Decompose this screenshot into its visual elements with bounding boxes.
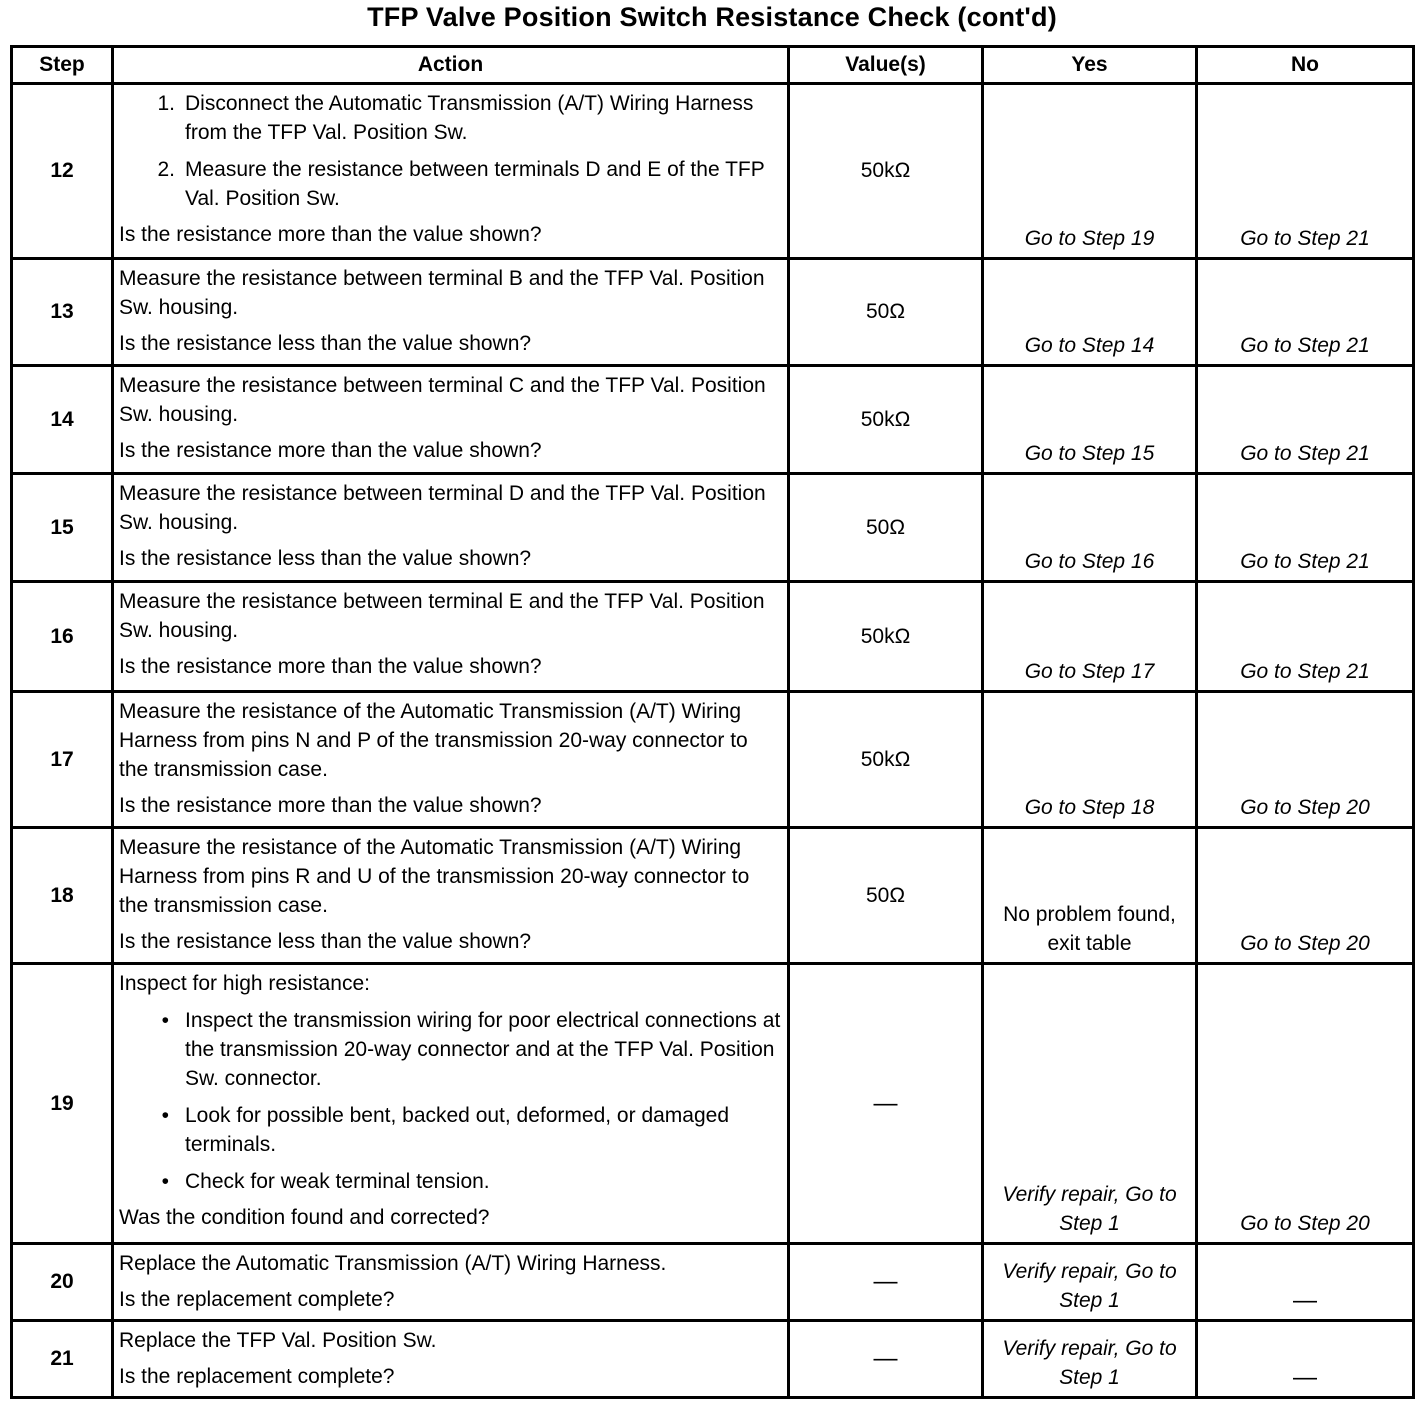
value-cell: 50kΩ	[789, 692, 983, 828]
no-cell: Go to Step 21	[1197, 582, 1414, 692]
no-cell: Go to Step 21	[1197, 366, 1414, 474]
value-cell: 50kΩ	[789, 84, 983, 259]
no-cell: Go to Step 20	[1197, 964, 1414, 1244]
yes-cell: Go to Step 15	[983, 366, 1197, 474]
question-text: Is the resistance more than the value shown?	[119, 223, 542, 246]
yes-cell: Go to Step 17	[983, 582, 1197, 692]
header-step: Step	[12, 47, 113, 84]
table-row	[12, 474, 1414, 582]
page-title: TFP Valve Position Switch Resistance Check (cont'd)	[367, 2, 1057, 32]
step-number: 16	[12, 582, 113, 692]
step-number: 17	[12, 692, 113, 828]
table-row	[12, 692, 1414, 828]
value-cell: 50kΩ	[789, 582, 983, 692]
yes-cell: Go to Step 19	[983, 84, 1197, 259]
action-cell	[113, 692, 789, 828]
bullet-text: Inspect the transmission wiring for poor electrical connections at the transmission 20-way connector and at the TFP Val. Position Sw. connector.	[185, 1009, 781, 1090]
action-text: Replace the TFP Val. Position Sw.	[119, 1329, 437, 1352]
bullet-icon: •	[161, 1009, 169, 1032]
bullet-text: Look for possible bent, backed out, deformed, or damaged terminals.	[185, 1104, 730, 1156]
yes-cell: Go to Step 14	[983, 259, 1197, 366]
yes-cell: Verify repair, Go to Step 1	[983, 1244, 1197, 1321]
question-text: Is the resistance more than the value shown?	[119, 439, 542, 462]
step-number: 20	[12, 1244, 113, 1321]
question-text: Is the resistance less than the value shown?	[119, 547, 532, 570]
step-number: 18	[12, 828, 113, 964]
bullet-icon: •	[161, 1104, 169, 1127]
question-text: Is the resistance less than the value shown?	[119, 332, 532, 355]
step-number: 19	[12, 964, 113, 1244]
action-text: Measure the resistance of the Automatic Transmission (A/T) Wiring Harness from pins N and P of the transmission 20-way connector to the transmission case.	[119, 700, 748, 781]
table-row	[12, 366, 1414, 474]
step-number: 12	[12, 84, 113, 259]
item-number: 2.	[157, 158, 175, 181]
bullet-icon: •	[161, 1170, 169, 1193]
bullet-item	[119, 1167, 781, 1196]
question-text: Is the replacement complete?	[119, 1365, 395, 1388]
action-cell	[113, 828, 789, 964]
question-text: Is the resistance more than the value shown?	[119, 655, 542, 678]
header-yes: Yes	[983, 47, 1197, 84]
yes-cell: Go to Step 16	[983, 474, 1197, 582]
numbered-item	[119, 155, 781, 213]
value-cell: 50Ω	[789, 259, 983, 366]
table-header-row	[12, 47, 1414, 84]
action-text: Measure the resistance between terminal E and the TFP Val. Position Sw. housing.	[119, 590, 765, 642]
bullet-item	[119, 1101, 781, 1159]
header-action: Action	[113, 47, 789, 84]
question-text: Is the replacement complete?	[119, 1288, 395, 1311]
yes-cell: Verify repair, Go to Step 1	[983, 1321, 1197, 1398]
table-row	[12, 1244, 1414, 1321]
action-text: Replace the Automatic Transmission (A/T) Wiring Harness.	[119, 1252, 667, 1275]
table-row	[12, 259, 1414, 366]
question-text: Is the resistance more than the value shown?	[119, 794, 542, 817]
no-cell: Go to Step 20	[1197, 828, 1414, 964]
action-cell	[113, 1321, 789, 1398]
header-values: Value(s)	[789, 47, 983, 84]
no-cell: Go to Step 21	[1197, 259, 1414, 366]
step-number: 13	[12, 259, 113, 366]
question-text: Was the condition found and corrected?	[119, 1206, 490, 1229]
action-intro: Inspect for high resistance:	[119, 972, 370, 995]
value-cell: —	[789, 1244, 983, 1321]
table-row	[12, 964, 1414, 1244]
action-text: Measure the resistance between terminal B and the TFP Val. Position Sw. housing.	[119, 267, 765, 319]
bullet-text: Check for weak terminal tension.	[185, 1170, 490, 1193]
value-cell: —	[789, 1321, 983, 1398]
no-cell: Go to Step 20	[1197, 692, 1414, 828]
value-cell: —	[789, 964, 983, 1244]
table-row	[12, 84, 1414, 259]
no-cell: Go to Step 21	[1197, 474, 1414, 582]
item-text: Disconnect the Automatic Transmission (A/T) Wiring Harness from the TFP Val. Position Sw.	[185, 92, 754, 144]
action-cell	[113, 964, 789, 1244]
action-cell	[113, 474, 789, 582]
question-text: Is the resistance less than the value shown?	[119, 930, 532, 953]
action-cell	[113, 582, 789, 692]
numbered-item	[119, 89, 781, 147]
item-number: 1.	[157, 92, 175, 115]
action-text: Measure the resistance between terminal D and the TFP Val. Position Sw. housing.	[119, 482, 766, 534]
action-text: Measure the resistance between terminal C and the TFP Val. Position Sw. housing.	[119, 374, 766, 426]
yes-cell: Verify repair, Go to Step 1	[983, 964, 1197, 1244]
step-number: 21	[12, 1321, 113, 1398]
table-row	[12, 1321, 1414, 1398]
value-cell: 50kΩ	[789, 366, 983, 474]
table-row	[12, 828, 1414, 964]
bullet-item	[119, 1006, 781, 1093]
yes-cell: Go to Step 18	[983, 692, 1197, 828]
table-row	[12, 582, 1414, 692]
no-cell: —	[1197, 1321, 1414, 1398]
value-cell: 50Ω	[789, 828, 983, 964]
action-cell	[113, 1244, 789, 1321]
step-number: 14	[12, 366, 113, 474]
value-cell: 50Ω	[789, 474, 983, 582]
step-number: 15	[12, 474, 113, 582]
header-no: No	[1197, 47, 1414, 84]
action-cell	[113, 84, 789, 259]
no-cell: Go to Step 21	[1197, 84, 1414, 259]
resistance-check-table	[10, 45, 1415, 1399]
item-text: Measure the resistance between terminals D and E of the TFP Val. Position Sw.	[185, 158, 765, 210]
no-cell: —	[1197, 1244, 1414, 1321]
yes-cell: No problem found, exit table	[983, 828, 1197, 964]
action-cell	[113, 366, 789, 474]
action-text: Measure the resistance of the Automatic Transmission (A/T) Wiring Harness from pins R and U of the transmission 20-way connector to the transmission case.	[119, 836, 750, 917]
action-cell	[113, 259, 789, 366]
